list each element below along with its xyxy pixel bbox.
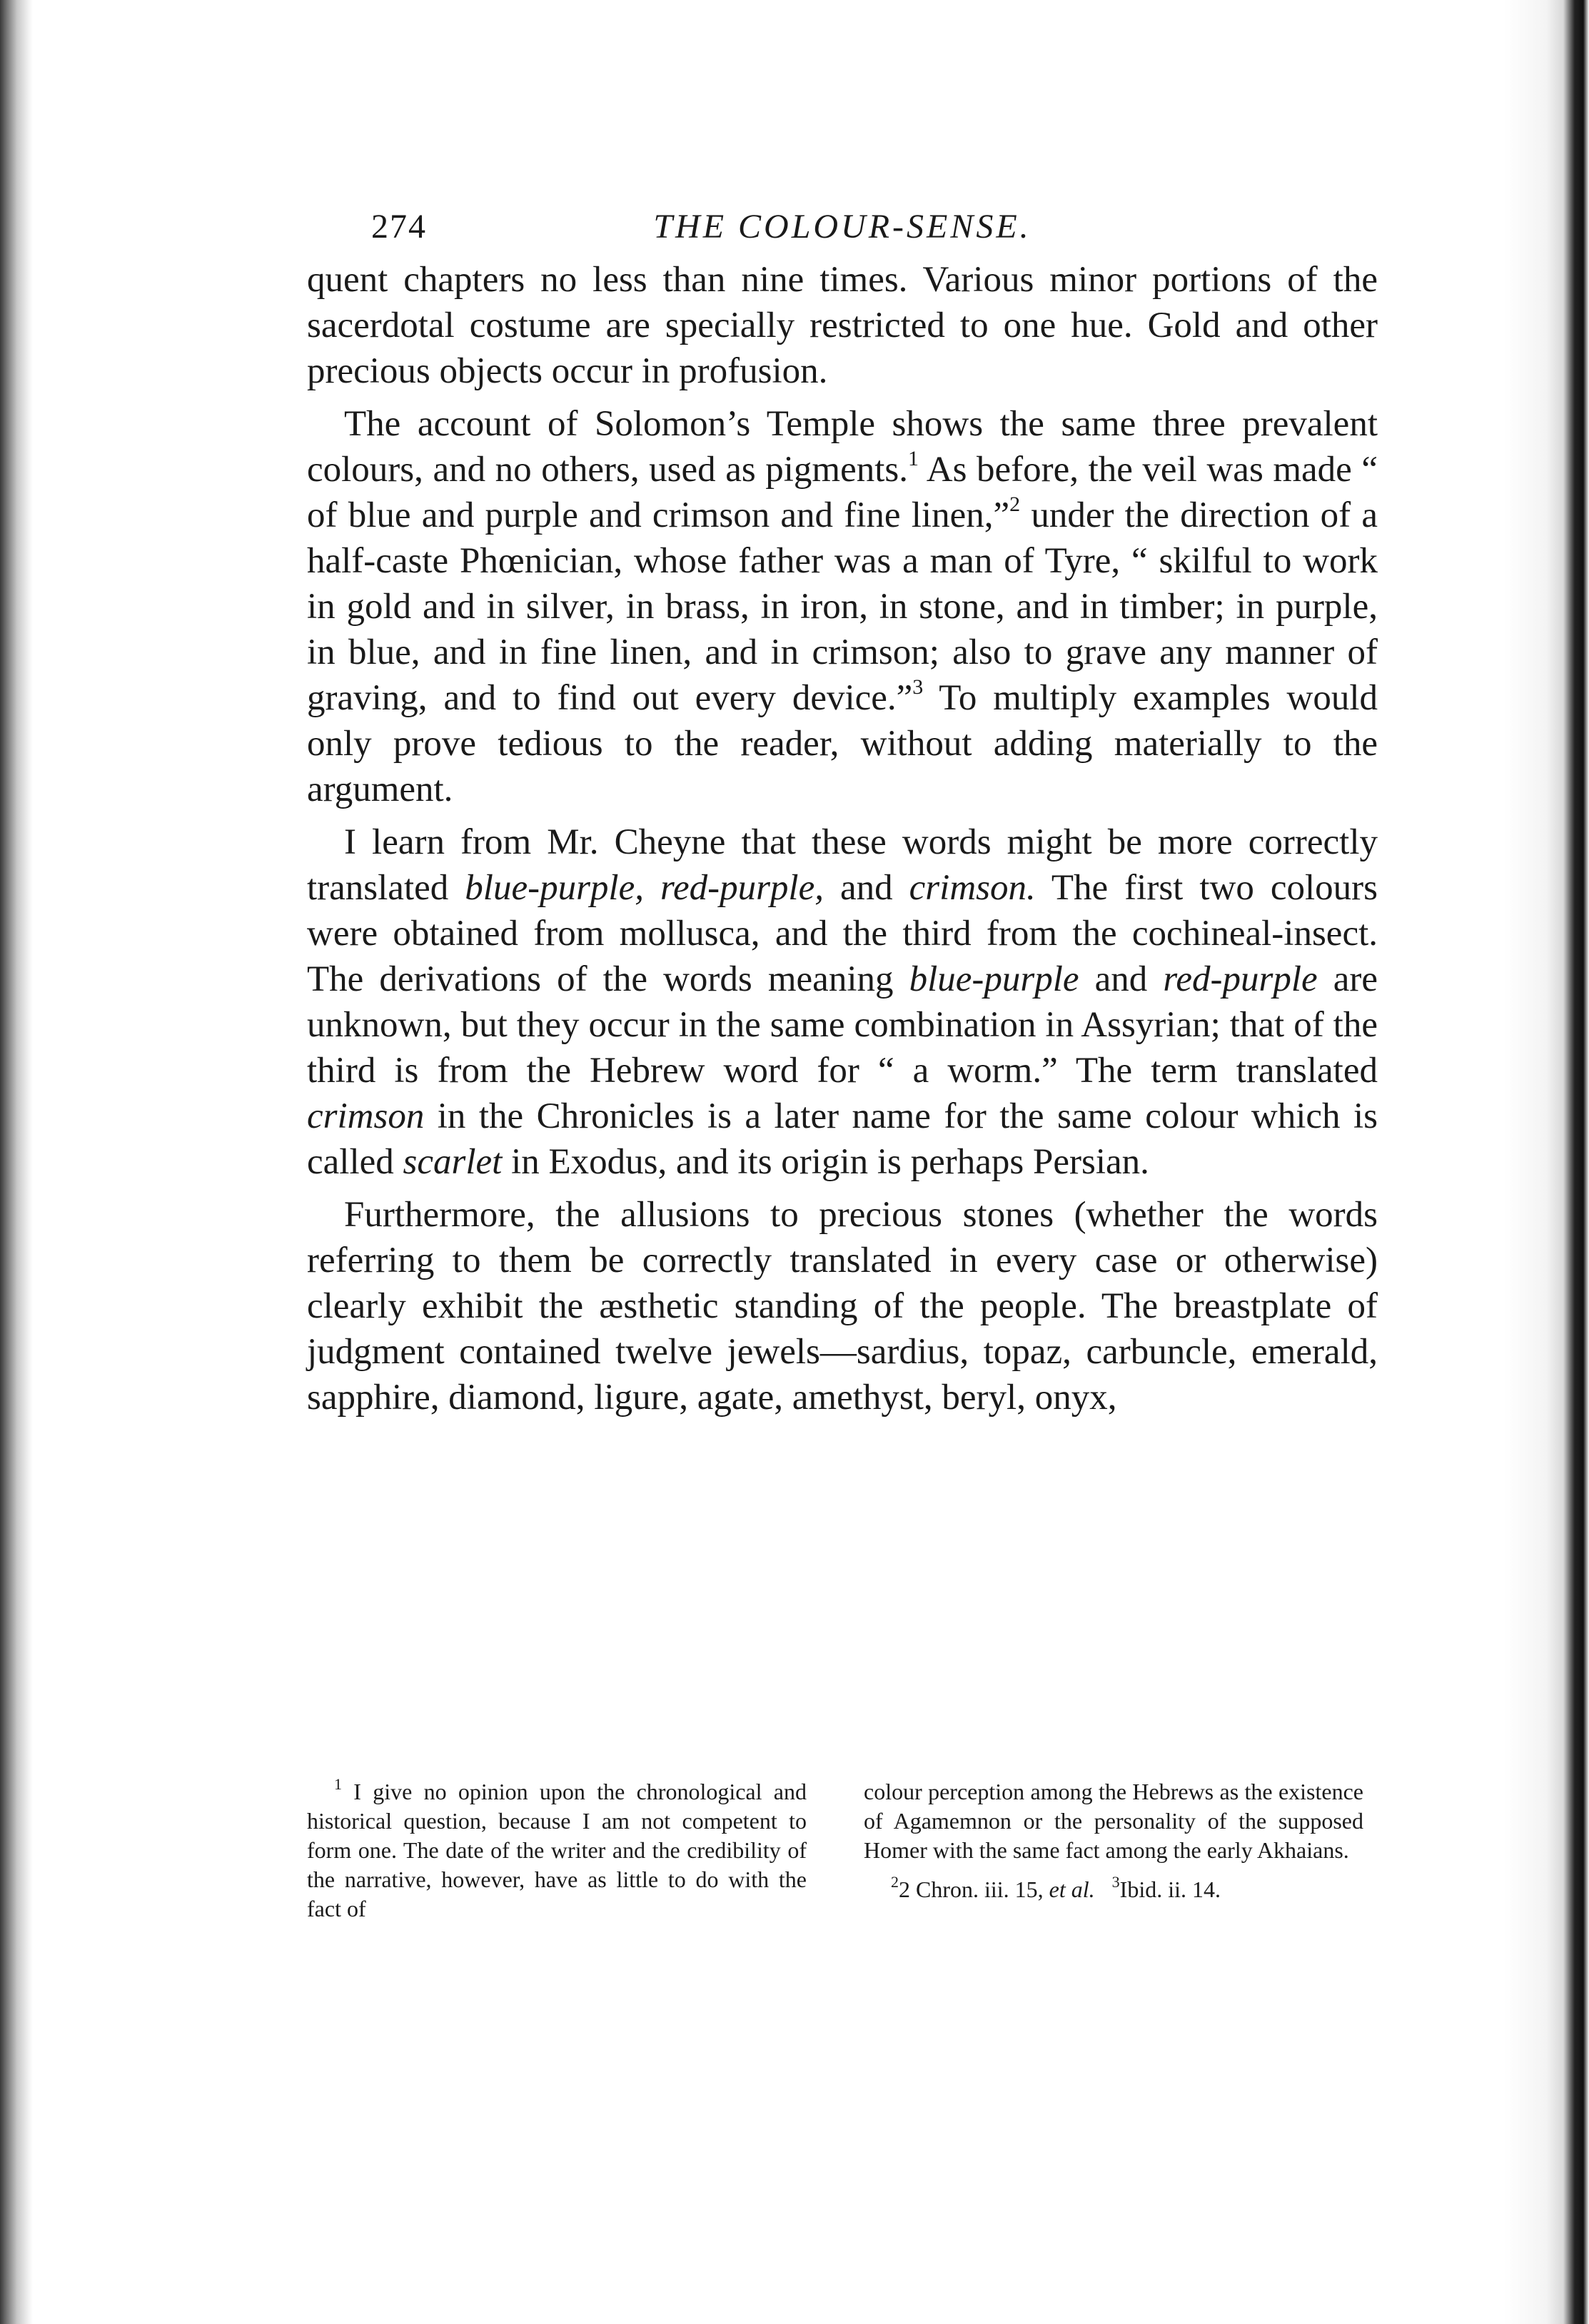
italic-blue-purple: blue-purple (909, 959, 1079, 999)
footnote-3-text: Ibid. ii. 14. (1119, 1876, 1221, 1902)
italic-crimson-2: crimson (307, 1096, 425, 1136)
body-text (307, 257, 1378, 1420)
page-number: 274 (371, 208, 427, 246)
footnote-ref-1: 1 (908, 447, 919, 470)
footnote-2-3 (864, 1875, 1363, 1904)
paragraph-2-text-c: under the direction of a half-caste Phœnician, whose father was a man of Tyre, “ skilful to work in gold and in silver, in brass, in iron, in stone, and in timber; in purple, in blue, and in fine linen, and in crimson; also to grave any manner of graving, and to find out every device.” (307, 495, 1378, 718)
footnote-3-marker: 3 (1111, 1873, 1120, 1891)
italic-crimson: crimson. (909, 868, 1036, 908)
footnotes (307, 1777, 1363, 1924)
paragraph-3-text-c: The first two colours were obtained from mollusca, and the third from the cochineal-insect. The derivations of the words meaning (307, 868, 1378, 999)
paragraph-3-text-b: and (823, 868, 909, 908)
paragraph-2-text-b: As before, the veil was made “ of blue and purple and crimson and fine linen,” (307, 450, 1378, 535)
footnote-1-text-left: I give no opinion upon the chronological and historical question, because I am not competent to form one. The date of the writer and the credibility of the narrative, however, have as little to do with the fact of (307, 1779, 807, 1921)
binding-edge-shadow (0, 0, 33, 2324)
paragraph-3-text-e: are unknown, but they occur in the same combination in Assyrian; that of the third is from the Hebrew word for “ a worm.” The term translated (307, 959, 1378, 1091)
page-edge-shadow (1503, 0, 1589, 2324)
paragraph-2 (307, 401, 1378, 812)
italic-scarlet: scarlet (403, 1142, 503, 1182)
footnote-1-right: colour perception among the Hebrews as the existence of Agamemnon or the personality of the supposed Homer with the same fact among the early Akhaians. (864, 1779, 1363, 1863)
footnote-2-marker: 2 (891, 1873, 899, 1891)
paragraph-3-text-d: and (1079, 959, 1164, 999)
running-title: THE COLOUR-SENSE. (653, 208, 1031, 246)
paragraph-3-text-a: I learn from Mr. Cheyne that these words might be more correctly translated (307, 822, 1378, 908)
footnote-1-marker: 1 (334, 1775, 342, 1793)
book-page (307, 193, 1378, 1428)
footnote-ref-3: 3 (912, 675, 924, 699)
paragraph-2-text-a: The account of Solomon’s Temple shows the same three prevalent colours, and no others, used as pigments. (307, 404, 1378, 490)
page-header (307, 193, 1378, 257)
footnote-2-etal: et al. (1049, 1876, 1095, 1902)
footnote-column-right (864, 1777, 1363, 1924)
footnote-2-text: 2 Chron. iii. 15, (899, 1876, 1049, 1902)
italic-red-purple: red-purple (1163, 959, 1318, 999)
paragraph-3-text-f: in the Chronicles is a later name for the same colour which is called (307, 1096, 1378, 1182)
footnote-1-left (307, 1777, 807, 1924)
paragraph-1: quent chapters no less than nine times. Various minor portions of the sacerdotal costume are specially restricted to one hue. Gold and other precious objects occur in profusion. (307, 260, 1378, 391)
paragraph-3 (307, 819, 1378, 1185)
paragraph-3-text-g: in Exodus, and its origin is perhaps Persian. (502, 1142, 1149, 1182)
paragraph-2-text-d: To multiply examples would only prove tedious to the reader, without adding materially to the argument. (307, 678, 1378, 809)
paragraph-4: Furthermore, the allusions to precious stones (whether the words referring to them be correctly translated in every case or otherwise) clearly exhibit the æsthetic standing of the people. The breastplate of judgment contained twelve jewels—sardius, topaz, carbuncle, emerald, sapphire, diamond, ligure, agate, amethyst, beryl, onyx, (307, 1195, 1378, 1418)
italic-blue-red-purple: blue-purple, red-purple, (465, 868, 824, 908)
footnote-ref-2: 2 (1009, 492, 1021, 516)
footnote-column-left (307, 1777, 807, 1924)
